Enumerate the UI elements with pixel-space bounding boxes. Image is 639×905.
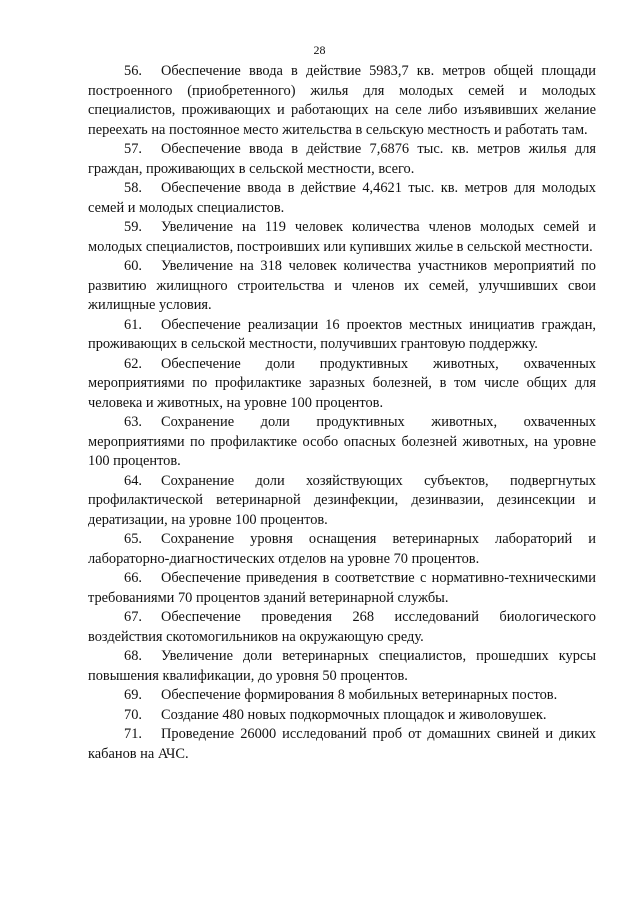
- item-number: 58.: [124, 180, 142, 196]
- item-number: 63.: [124, 414, 142, 430]
- list-item-59: [88, 218, 596, 257]
- item-number: 62.: [124, 355, 142, 372]
- item-text: Обеспечение ввода в действие 4,4621 тыс. кв. метров для молодых семей и молодых специалистов.: [88, 180, 596, 216]
- item-number: 65.: [124, 531, 142, 547]
- item-text: Обеспечение проведения 268 исследований биологического воздействия скотомогильников на окружающую среду.: [88, 609, 596, 645]
- item-text: Обеспечение ввода в действие 7,6876 тыс. кв. метров жилья для граждан, проживающих в сельской местности, всего.: [88, 141, 596, 177]
- item-text: Обеспечение ввода в действие 5983,7 кв. метров общей площади построенного (приобретенного) жилья для молодых семей и молодых специалистов, проживающих и работающих на селе либо изъявивших желание переехать на постоянное место жительства в сельскую местность и работать там.: [88, 63, 596, 138]
- item-text: Сохранение уровня оснащения ветеринарных лабораторий и лабораторно-диагностических отделов на уровне 70 процентов.: [88, 531, 596, 567]
- list-item-56: [88, 62, 596, 140]
- item-number: 61.: [124, 316, 142, 333]
- page-number: 28: [313, 43, 326, 57]
- list-item-60: [88, 257, 596, 316]
- item-number: 69.: [124, 687, 142, 703]
- list-item-63: [88, 413, 596, 472]
- item-text: Обеспечение реализации 16 проектов местных инициатив граждан, проживающих в сельской местности, получивших грантовую поддержку.: [88, 316, 596, 352]
- item-number: 67.: [124, 609, 142, 625]
- item-number: 66.: [124, 570, 142, 586]
- list-item-68: [88, 647, 596, 686]
- item-text: Обеспечение приведения в соответствие с нормативно-техническими требованиями 70 процентов зданий ветеринарной службы.: [88, 570, 596, 606]
- item-number: 59.: [124, 219, 142, 235]
- item-text: Обеспечение доли продуктивных животных, охваченных мероприятиями по профилактике заразных болезней, в том числе общих для человека и животных, на уровне 100 процентов.: [88, 355, 596, 411]
- list-item-65: [88, 530, 596, 569]
- item-number: 64.: [124, 472, 142, 489]
- item-text: Увеличение на 119 человек количества членов молодых семей и молодых специалистов, построивших или купивших жилье в сельской местности.: [88, 219, 596, 255]
- item-number: 60.: [124, 258, 142, 274]
- list-item-71: [88, 725, 596, 764]
- item-number: 68.: [124, 648, 142, 664]
- list-item-69: [88, 686, 596, 706]
- item-text: Создание 480 новых подкормочных площадок и живоловушек.: [161, 706, 547, 723]
- item-text: Проведение 26000 исследований проб от домашних свиней и диких кабанов на АЧС.: [88, 726, 596, 762]
- list-item-67: [88, 608, 596, 647]
- item-text: Обеспечение формирования 8 мобильных ветеринарных постов.: [161, 687, 558, 703]
- item-number: 57.: [124, 141, 142, 157]
- list-item-62: [88, 355, 596, 414]
- list-item-61: [88, 316, 596, 355]
- list-item-64: [88, 472, 596, 531]
- item-text: Сохранение доли продуктивных животных, охваченных мероприятиями по профилактике особо опасных болезней животных, на уровне 100 процентов.: [88, 414, 596, 469]
- list-item-66: [88, 569, 596, 608]
- item-number: 56.: [124, 63, 142, 79]
- document-body: [88, 62, 596, 764]
- item-text: Увеличение доли ветеринарных специалистов, прошедших курсы повышения квалификации, до уровня 50 процентов.: [88, 648, 596, 684]
- list-item-57: [88, 140, 596, 179]
- list-item-58: [88, 179, 596, 218]
- list-item-70: [88, 706, 596, 726]
- item-number: 71.: [124, 726, 142, 742]
- item-number: 70.: [124, 706, 142, 723]
- item-text: Сохранение доли хозяйствующих субъектов, подвергнутых профилактической ветеринарной дезинфекции, дезинвазии, дезинсекции и дератизации, на уровне 100 процентов.: [88, 472, 596, 528]
- item-text: Увеличение на 318 человек количества участников мероприятий по развитию жилищного строительства и членов их семей, улучшивших свои жилищные условия.: [88, 258, 596, 313]
